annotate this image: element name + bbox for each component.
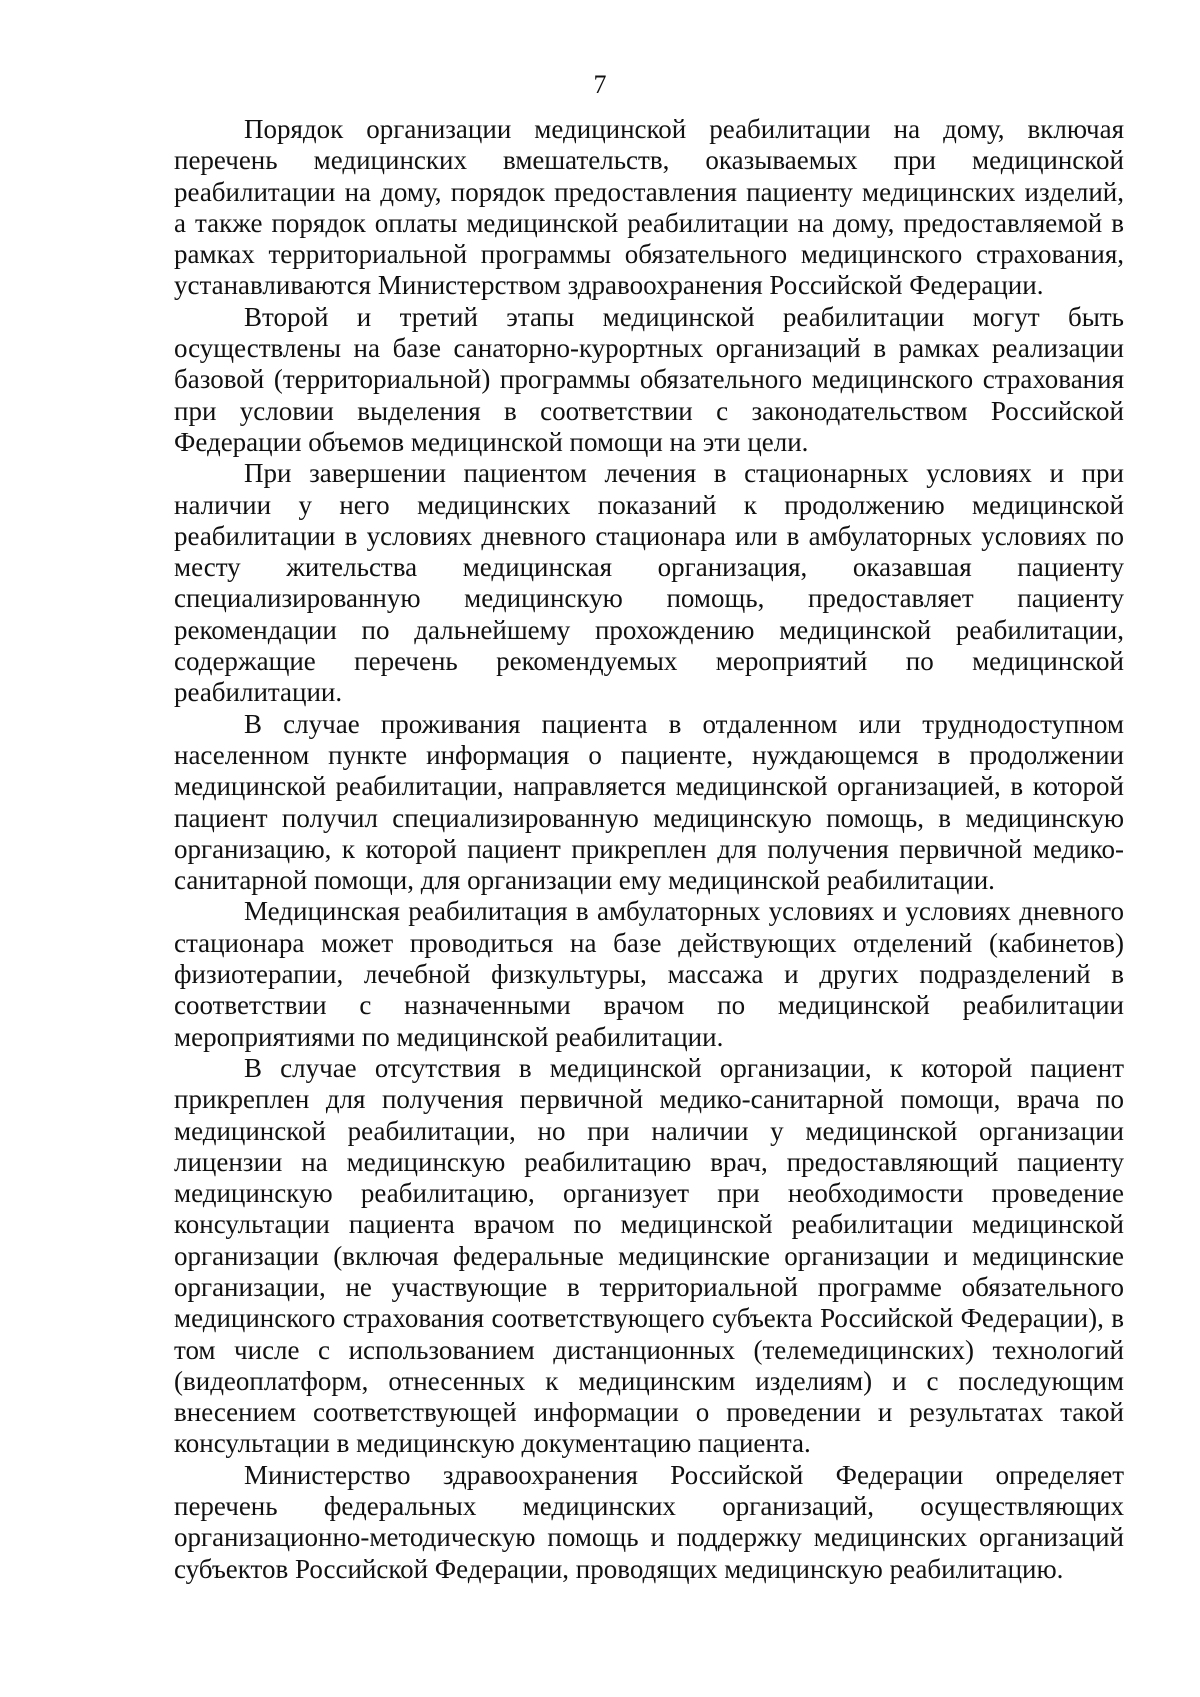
paragraph-consultation: В случае отсутствия в медицинской организации, к которой пациент прикреплен для получения первичной медико-санитарной помощи, врача по медицинской реабилитации, но при наличии у медицинской организации лицензии на медицинскую реабилитацию врач, предоставляющий пациенту медицинскую реабилитацию, организует при необходимости проведение консультации пациента врачом по медицинской реабилитации медицинской организации (включая федеральные медицинские организации и медицинские организации, не участвующие в территориальной программе обязательного медицинского страхования соответствующего субъекта Российской Федерации), в том числе с использованием дистанционных (телемедицинских) технологий (видеоплатформ, отнесенных к медицинским изделиям) и с последующим внесением соответствующей информации о проведении и результатах такой консультации в медицинскую документацию пациента. (174, 1052, 1124, 1459)
paragraph-discharge-recommendations: При завершении пациентом лечения в стационарных условиях и при наличии у него медицинских показаний к продолжению медицинской реабилитации в условиях дневного стационара или в амбулаторных условиях по месту жительства медицинская организация, оказавшая пациенту специализированную медицинскую помощь, предоставляет пациенту рекомендации по дальнейшему прохождению медицинской реабилитации, содержащие перечень рекомендуемых мероприятий по медицинской реабилитации. (174, 458, 1124, 708)
paragraph-ministry-list: Министерство здравоохранения Российской Федерации определяет перечень федеральных медицинских организаций, осуществляющих организационно-методическую помощь и поддержку медицинских организаций субъектов Российской Федерации, проводящих медицинскую реабилитацию. (174, 1459, 1124, 1584)
paragraph-outpatient-rehabilitation: Медицинская реабилитация в амбулаторных условиях и условиях дневного стационара может проводиться на базе действующих отделений (кабинетов) физиотерапии, лечебной физкультуры, массажа и других подразделений в соответствии с назначенными врачом по медицинской реабилитации мероприятиями по медицинской реабилитации. (174, 896, 1124, 1052)
paragraph-home-rehabilitation: Порядок организации медицинской реабилитации на дому, включая перечень медицинских вмешательств, оказываемых при медицинской реабилитации на дому, порядок предоставления пациенту медицинских изделий, а также порядок оплаты медицинской реабилитации на дому, предоставляемой в рамках территориальной программы обязательного медицинского страхования, устанавливаются Министерством здравоохранения Российской Федерации. (174, 114, 1124, 301)
paragraph-sanatorium-stages: Второй и третий этапы медицинской реабилитации могут быть осуществлены на базе санаторно-курортных организаций в рамках реализации базовой (территориальной) программы обязательного медицинского страхования при условии выделения в соответствии с законодательством Российской Федерации объемов медицинской помощи на эти цели. (174, 301, 1124, 457)
document-body (174, 114, 1124, 1585)
page-number: 7 (593, 70, 607, 99)
paragraph-remote-settlement: В случае проживания пациента в отдаленном или труднодоступном населенном пункте информация о пациенте, нуждающемся в продолжении медицинской реабилитации, направляется медицинской организацией, в которой пациент получил специализированную медицинскую помощь, в медицинскую организацию, к которой пациент прикреплен для получения первичной медико-санитарной помощи, для организации ему медицинской реабилитации. (174, 708, 1124, 896)
